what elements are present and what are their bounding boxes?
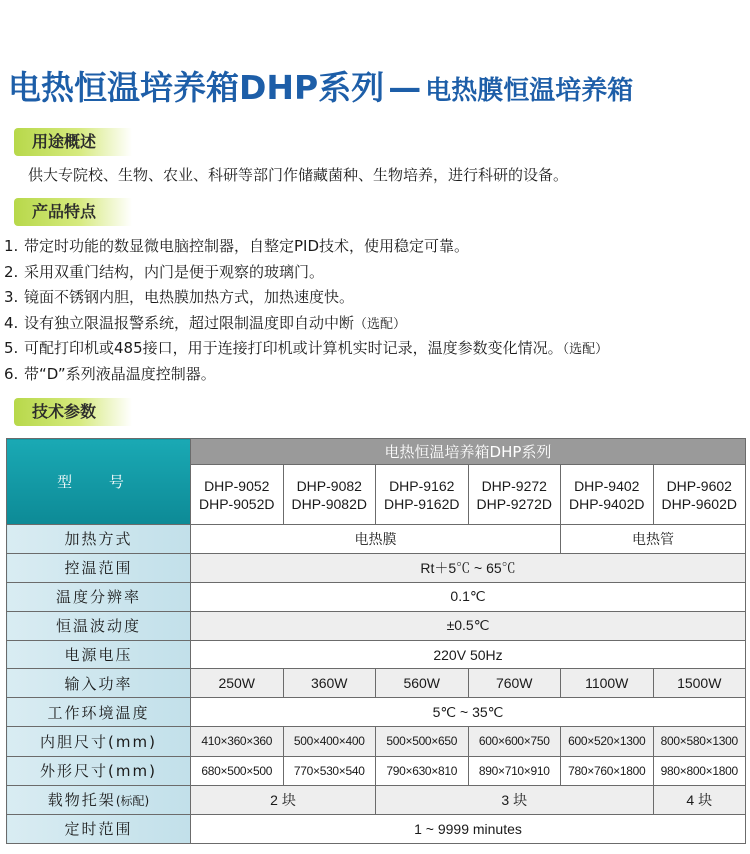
shelves-cell: 2 块 (191, 785, 376, 814)
row-label: 内胆尺寸(mm) (7, 727, 191, 756)
row-value: 220V 50Hz (191, 640, 746, 668)
table-row (7, 582, 746, 611)
row-label: 电源电压 (7, 640, 191, 668)
table-row (7, 814, 746, 843)
feature-item: 4. 设有独立限温报警系统，超过限制温度即自动中断（选配） (4, 313, 407, 332)
heating-tube-cell: 电热管 (561, 525, 746, 553)
table-title-cell: 电热恒温培养箱DHP系列 (191, 439, 746, 465)
row-label: 加热方式 (7, 525, 191, 553)
shelves-cell: 4 块 (653, 785, 746, 814)
table-row (7, 553, 746, 582)
usage-text: 供大专院校、生物、农业、科研等部门作储藏菌种、生物培养，进行科研的设备。 (28, 166, 569, 184)
page-title (8, 62, 633, 109)
model-cell: DHP-9402 DHP-9402D (561, 465, 654, 525)
row-label: 输入功率 (7, 669, 191, 698)
outer-size-cell: 770×530×540 (283, 756, 376, 785)
outer-size-cell: 890×710×910 (468, 756, 561, 785)
model-cell: DHP-9602 DHP-9602D (653, 465, 746, 525)
row-label: 工作环境温度 (7, 698, 191, 727)
row-label: 定时范围 (7, 814, 191, 843)
model-cell: DHP-9272 DHP-9272D (468, 465, 561, 525)
power-cell: 360W (283, 669, 376, 698)
outer-size-cell: 780×760×1800 (561, 756, 654, 785)
feature-item: 5. 可配打印机或485接口，用于连接打印机或计算机实时记录，温度参数变化情况。（选配） (4, 339, 609, 357)
feature-item: 6. 带“D”系列液晶温度控制器。 (4, 364, 216, 383)
section-tab-specs: 技术参数 (14, 398, 132, 426)
outer-size-cell: 790×630×810 (376, 756, 469, 785)
row-value: Rt＋5℃ ~ 65℃ (191, 553, 746, 582)
model-cell: DHP-9052 DHP-9052D (191, 465, 284, 525)
section-tab-usage: 用途概述 (14, 128, 132, 156)
optional-note: （选配） (354, 316, 407, 332)
inner-size-cell: 800×580×1300 (653, 727, 746, 756)
model-label-cell: 型 号 (7, 439, 191, 525)
optional-note: （选配） (562, 342, 609, 357)
spec-table (6, 438, 746, 844)
row-value: 0.1℃ (191, 582, 746, 611)
power-cell: 1500W (653, 669, 746, 698)
row-value: 5℃ ~ 35℃ (191, 698, 746, 727)
table-row (7, 756, 746, 785)
table-row (7, 785, 746, 814)
shelves-cell: 3 块 (376, 785, 654, 814)
title-dash: — (388, 68, 422, 107)
feature-list (4, 234, 608, 387)
inner-size-cell: 500×400×400 (283, 727, 376, 756)
table-row (7, 611, 746, 640)
row-label: 控温范围 (7, 553, 191, 582)
inner-size-cell: 410×360×360 (191, 727, 284, 756)
table-row (7, 669, 746, 698)
table-row (7, 525, 746, 553)
row-label: 载物托架(标配) (7, 785, 191, 814)
row-label: 外形尺寸(mm) (7, 756, 191, 785)
row-value: ±0.5℃ (191, 611, 746, 640)
power-cell: 250W (191, 669, 284, 698)
power-cell: 1100W (561, 669, 654, 698)
outer-size-cell: 980×800×1800 (653, 756, 746, 785)
title-sub: 电热膜恒温培养箱 (425, 76, 634, 106)
row-value: 1 ~ 9999 minutes (191, 814, 746, 843)
table-row (7, 698, 746, 727)
model-cell: DHP-9162 DHP-9162D (376, 465, 469, 525)
power-cell: 560W (376, 669, 469, 698)
inner-size-cell: 600×520×1300 (561, 727, 654, 756)
heating-film-cell: 电热膜 (191, 525, 561, 553)
row-label: 恒温波动度 (7, 611, 191, 640)
power-cell: 760W (468, 669, 561, 698)
table-row (7, 640, 746, 668)
section-tab-features: 产品特点 (14, 198, 132, 226)
feature-item: 3. 镜面不锈钢内胆，电热膜加热方式，加热速度快。 (4, 288, 355, 306)
outer-size-cell: 680×500×500 (191, 756, 284, 785)
inner-size-cell: 500×500×650 (376, 727, 469, 756)
model-cell: DHP-9082 DHP-9082D (283, 465, 376, 525)
feature-item: 1. 带定时功能的数显微电脑控制器，自整定PID技术，使用稳定可靠。 (4, 237, 470, 255)
table-row (7, 727, 746, 756)
inner-size-cell: 600×600×750 (468, 727, 561, 756)
row-label: 温度分辨率 (7, 582, 191, 611)
feature-item: 2. 采用双重门结构，内门是便于观察的玻璃门。 (4, 262, 325, 281)
title-main: 电热恒温培养箱DHP系列 (8, 68, 385, 107)
